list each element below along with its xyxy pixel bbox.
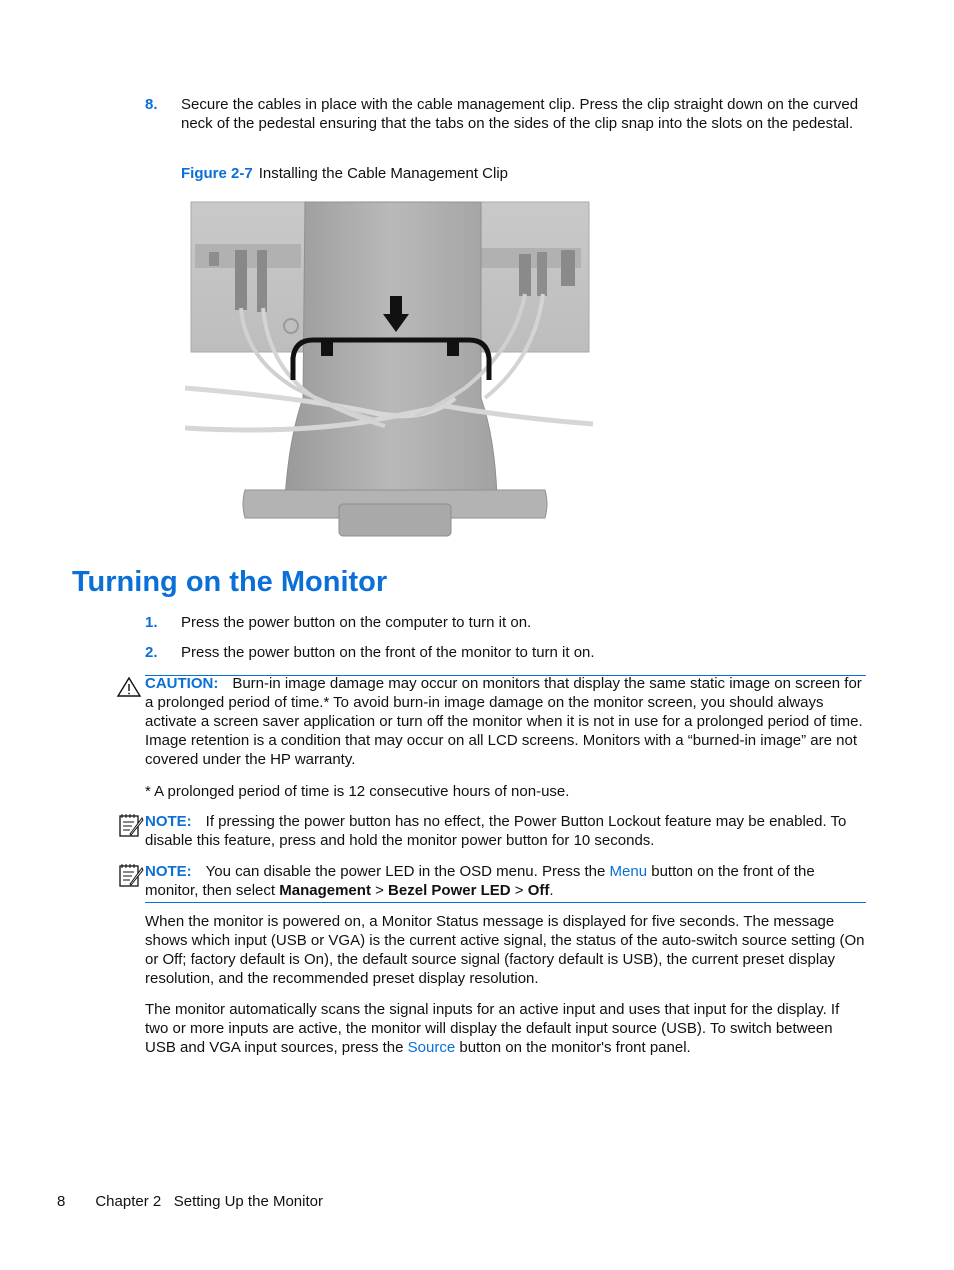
notes-bottom-rule [145,902,866,903]
note-2 [145,862,865,900]
step-text: Press the power button on the computer to turn it on. [181,614,532,631]
caution-notice [145,674,865,769]
menu-link[interactable]: Menu [609,863,648,880]
bezel-power-led-option: Bezel Power LED [388,882,511,899]
caution-label: CAUTION: [145,675,219,692]
separator: > [514,882,524,899]
note-label: NOTE: [145,863,192,880]
page-footer [57,1192,323,1211]
caution-triangle-icon [116,676,142,703]
cable-clip-illustration [185,198,593,538]
step-text: Press the power button on the front of the monitor to turn it on. [181,644,595,661]
note-pad-icon [116,812,144,843]
source-link[interactable]: Source [407,1039,456,1056]
step-number: 1. [145,614,158,631]
step-text: Secure the cables in place with the cable management clip. Press the clip straight down on the curved neck of the pedestal ensuring that the tabs on the sides of the clip snap into the slots on the pedestal. [181,96,859,132]
note-text: If pressing the power button has no effect, the Power Button Lockout feature may be enabled. To disable this feature, press and hold the monitor power button for 10 seconds. [145,813,847,849]
para2-text-b: button on the monitor's front panel. [459,1039,691,1056]
caution-text: Burn-in image damage may occur on monitors that display the same static image on screen for a prolonged period of time.* To avoid burn-in image damage on the monitor screen, you should always activate a screen saver application or turn off the monitor when it is not in use for a prolonged period of time. Image retention is a condition that may occur on all LCD screens. Monitors with a “burned-in image” are not covered under the HP warranty. [145,675,863,768]
page-number: 8 [57,1193,66,1210]
note-text-b: button on the front of the monitor, then select [145,863,815,899]
step-number: 2. [145,644,158,661]
step-8 [145,95,865,133]
step-1 [145,613,865,632]
separator: > [375,882,384,899]
figure-label: Figure 2-7 [181,165,253,182]
note-pad-icon [116,862,144,893]
paragraph-input-scan [145,1000,865,1057]
caution-footnote: * A prolonged period of time is 12 consecutive hours of non-use. [145,783,570,800]
management-option: Management [279,882,371,899]
paragraph-status-message: When the monitor is powered on, a Monitor Status message is displayed for five seconds. The message shows which input (USB or VGA) is the current active signal, the status of the auto-switch source setting (On or Off; factory default is On), the default source signal (factory default is USB), the current preset display resolution, and the recommended preset display resolution. [145,913,865,987]
figure-caption-text: Installing the Cable Management Clip [258,165,508,182]
off-option: Off [527,882,550,899]
note-text-a: You can disable the power LED in the OSD menu. Press the [205,863,606,880]
chapter-title: Chapter 2 Setting Up the Monitor [95,1193,323,1210]
note-label: NOTE: [145,813,192,830]
note-end: . [549,882,554,899]
figure-caption [181,164,508,183]
note-1 [145,812,865,850]
para2-text-a: The monitor automatically scans the signal inputs for an active input and uses that input for the display. If two or more inputs are active, the monitor will display the default input source (USB). To switch between USB and VGA input sources, press the [145,1001,840,1056]
section-title: Turning on the Monitor [72,566,388,598]
step-number: 8. [145,96,158,113]
step-2 [145,643,865,662]
